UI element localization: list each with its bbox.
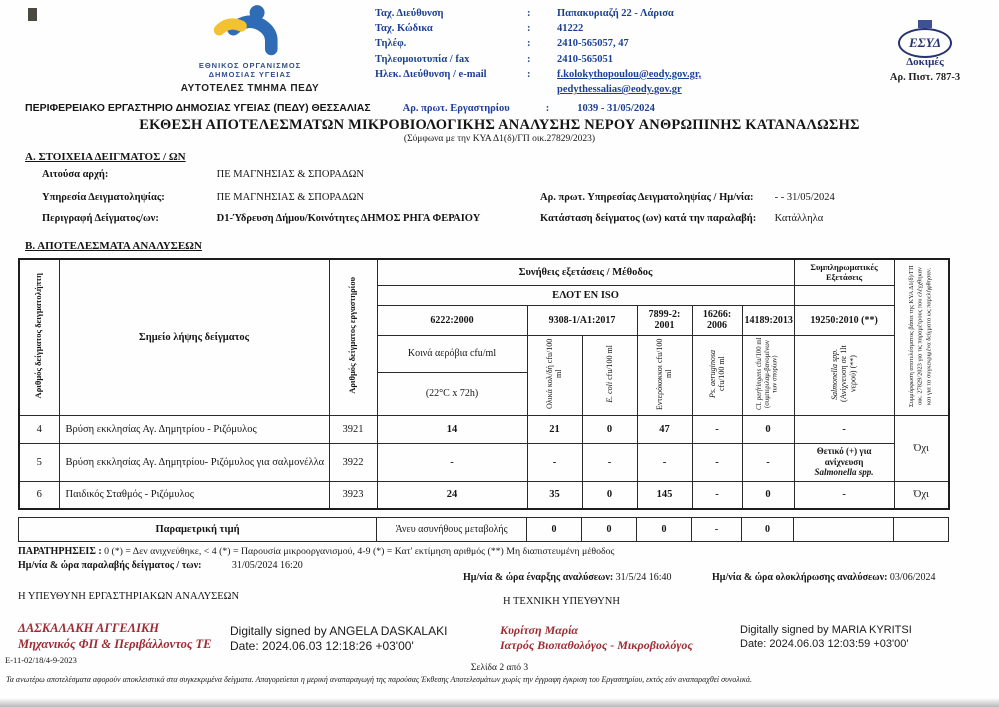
- param-coliforms-label: Ολικά κολ/δή cfu/100 ml: [545, 338, 564, 409]
- contact-row-email: [375, 67, 715, 97]
- field-sample-description: [42, 213, 480, 224]
- parametric-compliance: [894, 518, 949, 542]
- role-technical-manager: Η ΤΕΧΝΙΚΗ ΥΠΕΥΘΥΝΗ: [503, 596, 620, 607]
- contact-value: 2410-565051: [557, 53, 613, 65]
- section-b-heading: Β. ΑΠΟΤΕΛΕΣΜΑΤΑ ΑΝΑΛΥΣΕΩΝ: [25, 240, 202, 252]
- scan-shadow: [0, 698, 999, 707]
- parametric-ecoli: 0: [582, 518, 637, 542]
- cell-clostridium: -: [742, 443, 794, 481]
- standard-clostridium: 14189:2013: [742, 305, 794, 335]
- param-pseudomonas-label: Ps. aeruginosa cfu/100 ml: [707, 349, 726, 398]
- parametric-enterococci: 0: [637, 518, 692, 542]
- scan-artifact-mark: [28, 8, 37, 21]
- colon-separator: :: [527, 38, 531, 50]
- sample-details: [42, 169, 999, 233]
- field-value: - - 31/05/2024: [774, 192, 835, 203]
- header-lab-number-label: Αριθμός δείγματος εργαστηρίου: [347, 277, 358, 395]
- contact-row-phone: [375, 36, 715, 51]
- parametric-coliforms: 0: [527, 518, 582, 542]
- contact-label: Τηλεομοιοτυπία / fax: [375, 53, 470, 65]
- eody-logo-block: [128, 4, 372, 94]
- field-service-protocol: [540, 192, 835, 203]
- cell-sampling-point: Βρύση εκκλησίας Αγ. Δημητρίου - Ριζόμυλος: [59, 415, 329, 443]
- standard-pseudomonas: 16266: 2006: [692, 305, 742, 335]
- parametric-table: [18, 517, 949, 542]
- parametric-aerobic: Άνευ ασυνήθους μεταβολής: [377, 518, 527, 542]
- standard-coliforms: 9308-1/Α1:2017: [527, 305, 637, 335]
- email-link-secondary[interactable]: pedythessalias@eody.gov.gr: [557, 84, 682, 96]
- salmonella-species: Salmonella spp.: [814, 467, 874, 478]
- digital-signature-right: [740, 624, 912, 652]
- table-row: [19, 443, 949, 481]
- param-clostridium-label: Cl. perfringens cfu/100 ml (συμπεριλαμ-βανομένων των σπορίων): [756, 337, 779, 410]
- header-param-enterococci: [637, 335, 692, 415]
- field-label: Αρ. πρωτ. Υπηρεσίας Δειγματοληψίας / Ημ/νία:: [540, 192, 754, 203]
- section-a-heading: Α. ΣΤΟΙΧΕΙΑ ΔΕΙΓΜΑΤΟΣ / ΩΝ: [25, 151, 186, 163]
- observations-text: 0 (*) = Δεν ανιχνεύθηκε, < 4 (*) = Παρουσία μικροοργανισμού, 4-9 (*) = Κατ' εκτίμηση αριθμός (**) Μη διαπιστευμένη μέθοδος: [104, 546, 615, 557]
- header-group-standard-tests: Συνήθεις εξετάσεις / Μέθοδος: [377, 259, 794, 285]
- header-group-supplementary: Συμπληρωματικές Εξετάσεις: [794, 259, 894, 285]
- colon-separator: :: [527, 8, 531, 19]
- cell-coliforms: -: [527, 443, 582, 481]
- report-header: [0, 0, 999, 100]
- accreditation-number: Αρ. Πιστ. 787-3: [889, 72, 961, 83]
- signer-left: [18, 621, 212, 652]
- standard-enterococci: 7899-2: 2001: [637, 305, 692, 335]
- cell-enterococci: 145: [637, 481, 692, 509]
- header-compliance: [894, 259, 949, 415]
- page-number: Σελίδα 2 από 3: [470, 663, 529, 673]
- field-label: Υπηρεσία Δειγματοληψίας:: [42, 192, 165, 203]
- header-param-ecoli: [582, 335, 637, 415]
- field-value: ΠΕ ΜΑΓΝΗΣΙΑΣ & ΣΠΟΡΑΔΩΝ: [216, 169, 365, 180]
- field-requesting-authority: [42, 169, 364, 180]
- field-sampling-service: [42, 192, 364, 203]
- parametric-salmonella: [794, 518, 894, 542]
- date-label: Ημ/νία & ώρα ολοκλήρωσης αναλύσεων:: [712, 572, 888, 583]
- contact-row-address: [375, 6, 715, 21]
- analysis-dates: [0, 557, 999, 587]
- date-completion: [712, 572, 935, 583]
- date-start: [463, 572, 672, 583]
- header-param-clostridium: [742, 335, 794, 415]
- table-row: [19, 481, 949, 509]
- digital-signature-left: [230, 624, 447, 654]
- report-title: ΕΚΘΕΣΗ ΑΠΟΤΕΛΕΣΜΑΤΩΝ ΜΙΚΡΟΒΙΟΛΟΓΙΚΗΣ ΑΝΑΛΥΣΗΣ ΝΕΡΟΥ ΑΝΘΡΩΠΙΝΗΣ ΚΑΤΑΝΑΛΩΣΗΣ: [139, 117, 860, 133]
- esyd-logo-text: ΕΣΥΔ: [908, 35, 942, 50]
- parametric-clostridium: 0: [742, 518, 794, 542]
- parametric-row: [19, 518, 949, 542]
- cell-clostridium: 0: [742, 481, 794, 509]
- header-param-pseudomonas: [692, 335, 742, 415]
- cell-aerobic: 14: [377, 415, 527, 443]
- field-label: Αιτούσα αρχή:: [42, 169, 109, 180]
- cell-ecoli: 0: [582, 415, 637, 443]
- contact-label: Ταχ. Κώδικα: [375, 23, 433, 35]
- role-lab-analyses: Η ΥΠΕΥΘΥΝΗ ΕΡΓΑΣΤΗΡΙΑΚΩΝ ΑΝΑΛΥΣΕΩΝ: [18, 591, 240, 602]
- results-table: [18, 258, 950, 510]
- header-aerobic-condition: (22°C x 72h): [377, 373, 527, 415]
- cell-aerobic: 24: [377, 481, 527, 509]
- digital-signature-line: Digitally signed by MARIA KYRITSI: [740, 624, 912, 636]
- cell-enterococci: -: [637, 443, 692, 481]
- date-value: 03/06/2024: [889, 572, 936, 583]
- lab-name: ΠΕΡΙΦΕΡΕΙΑΚΟ ΕΡΓΑΣΤΗΡΙΟ ΔΗΜΟΣΙΑΣ ΥΓΕΙΑΣ (ΠΕΔΥ) ΘΕΣΣΑΛΙΑΣ: [25, 102, 371, 114]
- field-value: Κατάλληλα: [774, 213, 824, 224]
- cell-sampling-point: Παιδικός Σταθμός - Ριζόμυλος: [59, 481, 329, 509]
- digital-signature-line: Date: 2024.06.03 12:18:26 +03'00': [230, 639, 414, 653]
- cell-aerobic: -: [377, 443, 527, 481]
- signer-right-title: Ιατρός Βιοπαθολόγος - Μικροβιολόγος: [500, 638, 693, 652]
- signer-right-name: Κυρίτση Μαρία: [500, 623, 579, 637]
- org-name-line2: ΔΗΜΟΣΙΑΣ ΥΓΕΙΑΣ: [208, 70, 292, 80]
- cell-compliance: Όχι: [894, 415, 949, 481]
- date-value: 31/5/24 16:40: [615, 572, 672, 583]
- email-link-primary[interactable]: f.kolokythopoulou@eody.gov.gr,: [557, 68, 702, 80]
- protocol-value: 1039 - 31/05/2024: [577, 103, 655, 114]
- cell-pseudomonas: -: [692, 415, 742, 443]
- standard-salmonella: 19250:2010 (**): [794, 305, 894, 335]
- digital-signature-line: Date: 2024.06.03 12:03:59 +03'00': [740, 637, 909, 650]
- org-name-line1: ΕΘΝΙΚΟΣ ΟΡΓΑΝΙΣΜΟΣ: [198, 61, 302, 70]
- field-label: Περιγραφή Δείγματος/ων:: [42, 213, 159, 224]
- parametric-label: Παραμετρική τιμή: [19, 518, 377, 542]
- department-name: ΑΥΤΟΤΕΛΕΣ ΤΜΗΜΑ ΠΕΔΥ: [180, 82, 320, 94]
- cell-sampling-point: Βρύση εκκλησίας Αγ. Δημητρίου- Ριζόμυλος για σαλμονέλλα: [59, 443, 329, 481]
- colon-separator: :: [527, 53, 531, 65]
- date-label: Ημ/νία & ώρα έναρξης αναλύσεων:: [463, 572, 614, 583]
- cell-clostridium: 0: [742, 415, 794, 443]
- header-aerobic-name: Κοινά αερόβια cfu/ml: [377, 335, 527, 373]
- parametric-pseudomonas: -: [692, 518, 742, 542]
- footer-disclaimer: Τα ανωτέρω αποτελέσματα αφορούν αποκλειστικά στα συγκεκριμένα δείγματα. Απαγορεύεται η μερική αναπαραγωγή της παρούσας Έκθεσης Αποτελεσμάτων χωρίς την έγγραφη έγκριση του Εργαστηρίου, εκτός εάν αναπαραχθεί συνολικά.: [6, 675, 753, 684]
- esyd-logo-icon: [898, 28, 952, 58]
- contact-value: 2410-565057, 47: [557, 38, 629, 50]
- greek-flag-icon: [918, 20, 932, 28]
- param-enterococci-label: Εντερόκοκκοι cfu/100 ml: [655, 337, 674, 410]
- cell-salmonella: -: [794, 481, 894, 509]
- table-row: [19, 415, 949, 443]
- contact-value: 41222: [557, 23, 584, 35]
- signer-left-name: ΔΑΣΚΑΛΑΚΗ ΑΓΓΕΛΙΚΗ: [18, 621, 160, 635]
- esyd-scope-label: Δοκιμές: [906, 56, 944, 68]
- contact-label: Ηλεκ. Διεύθυνση / e-mail: [375, 68, 487, 80]
- standard-aerobic: 6222:2000: [377, 305, 527, 335]
- salmonella-result-text: Θετικό (+) για ανίχνευση: [816, 445, 872, 467]
- header-compliance-label: Συμμόρφωση αποτελέσματος βάσει της ΚΥΑ Δ1(δ)/ΓΠ οικ. 27829/2023 για τις παραμέτρους που ελέγχθηκαν και για τα συγκεκριμένα δείγματα ως παρελήφθησαν.: [908, 264, 933, 407]
- param-salmonella-label: Salmonella spp. (Ανίχνευση σε 1lt νερού) (**): [830, 345, 858, 402]
- colon-separator: :: [527, 68, 531, 80]
- page-footer: [0, 655, 999, 707]
- observations-label: ΠΑΡΑΤΗΡΗΣΕΙΣ :: [18, 546, 102, 557]
- header-param-salmonella: [794, 335, 894, 415]
- protocol-label: Αρ. πρωτ. Εργαστηρίου: [402, 103, 510, 114]
- contact-info: [375, 6, 715, 97]
- cell-coliforms: 21: [527, 415, 582, 443]
- colon-separator: :: [545, 103, 550, 114]
- header-param-coliforms: [527, 335, 582, 415]
- cell-pseudomonas: -: [692, 443, 742, 481]
- cell-sample-no: 5: [19, 443, 59, 481]
- signer-right: [500, 623, 693, 653]
- cell-salmonella: -: [794, 415, 894, 443]
- lab-protocol: [403, 103, 655, 114]
- date-value: 31/05/2024 16:20: [231, 560, 303, 571]
- contact-label: Τηλέφ.: [375, 38, 407, 50]
- header-empty-cell: [794, 285, 894, 305]
- eody-logo-icon: [202, 4, 298, 56]
- date-receipt: [18, 560, 303, 571]
- field-value: ΠΕ ΜΑΓΝΗΣΙΑΣ & ΣΠΟΡΑΔΩΝ: [216, 192, 365, 203]
- contact-value: Παπακυριαζή 22 - Λάρισα: [557, 8, 674, 19]
- signatory-roles: [0, 591, 999, 611]
- cell-lab-no: 3923: [329, 481, 377, 509]
- field-label: Κατάσταση δείγματος (ων) κατά την παραλαβή:: [540, 213, 757, 224]
- cell-sample-no: 4: [19, 415, 59, 443]
- contact-row-postcode: [375, 21, 715, 36]
- cell-sample-no: 6: [19, 481, 59, 509]
- digital-signature-line: Digitally signed by ANGELA DASKALAKI: [230, 624, 448, 638]
- report-subtitle: (Σύμφωνα με την ΚΥΑ Δ1(δ)/ΓΠ οικ.27829/2023): [403, 134, 596, 144]
- field-sample-condition: [540, 213, 823, 224]
- cell-ecoli: 0: [582, 481, 637, 509]
- header-sample-number-label: Αριθμός δείγματος δειγματολήπτη: [33, 273, 44, 399]
- email-values: [557, 67, 715, 97]
- esyd-accreditation-block: [865, 20, 985, 83]
- header-sample-number: [19, 259, 59, 415]
- cell-coliforms: 35: [527, 481, 582, 509]
- observations-line: [18, 546, 999, 557]
- cell-lab-no: 3922: [329, 443, 377, 481]
- date-label: Ημ/νία & ώρα παραλαβής δείγματος / των:: [18, 560, 202, 571]
- field-value: D1-Ύδρευση Δήμου/Κοινότητες ΔΗΜΟΣ ΡΗΓΑ ΦΕΡΑΙΟΥ: [216, 213, 481, 224]
- cell-salmonella-positive: [794, 443, 894, 481]
- cell-compliance: Όχι: [894, 481, 949, 509]
- lab-name-row: [25, 102, 999, 114]
- cell-enterococci: 47: [637, 415, 692, 443]
- header-sampling-point: Σημείο λήψης δείγματος: [59, 259, 329, 415]
- form-code: Ε-11-02/18/4-9-2023: [5, 655, 77, 665]
- header-lab-number: [329, 259, 377, 415]
- param-ecoli-label: E. coli cfu/100 ml: [604, 344, 614, 403]
- signer-left-title: Μηχανικός ΦΠ & Περιβάλλοντος ΤΕ: [18, 636, 212, 651]
- cell-lab-no: 3921: [329, 415, 377, 443]
- header-elot-en-iso: ΕΛΟΤ ΕΝ ISO: [377, 285, 794, 305]
- cell-pseudomonas: -: [692, 481, 742, 509]
- colon-separator: :: [527, 23, 531, 35]
- contact-label: Ταχ. Διεύθυνση: [375, 8, 444, 19]
- contact-row-fax: [375, 52, 715, 67]
- cell-ecoli: -: [582, 443, 637, 481]
